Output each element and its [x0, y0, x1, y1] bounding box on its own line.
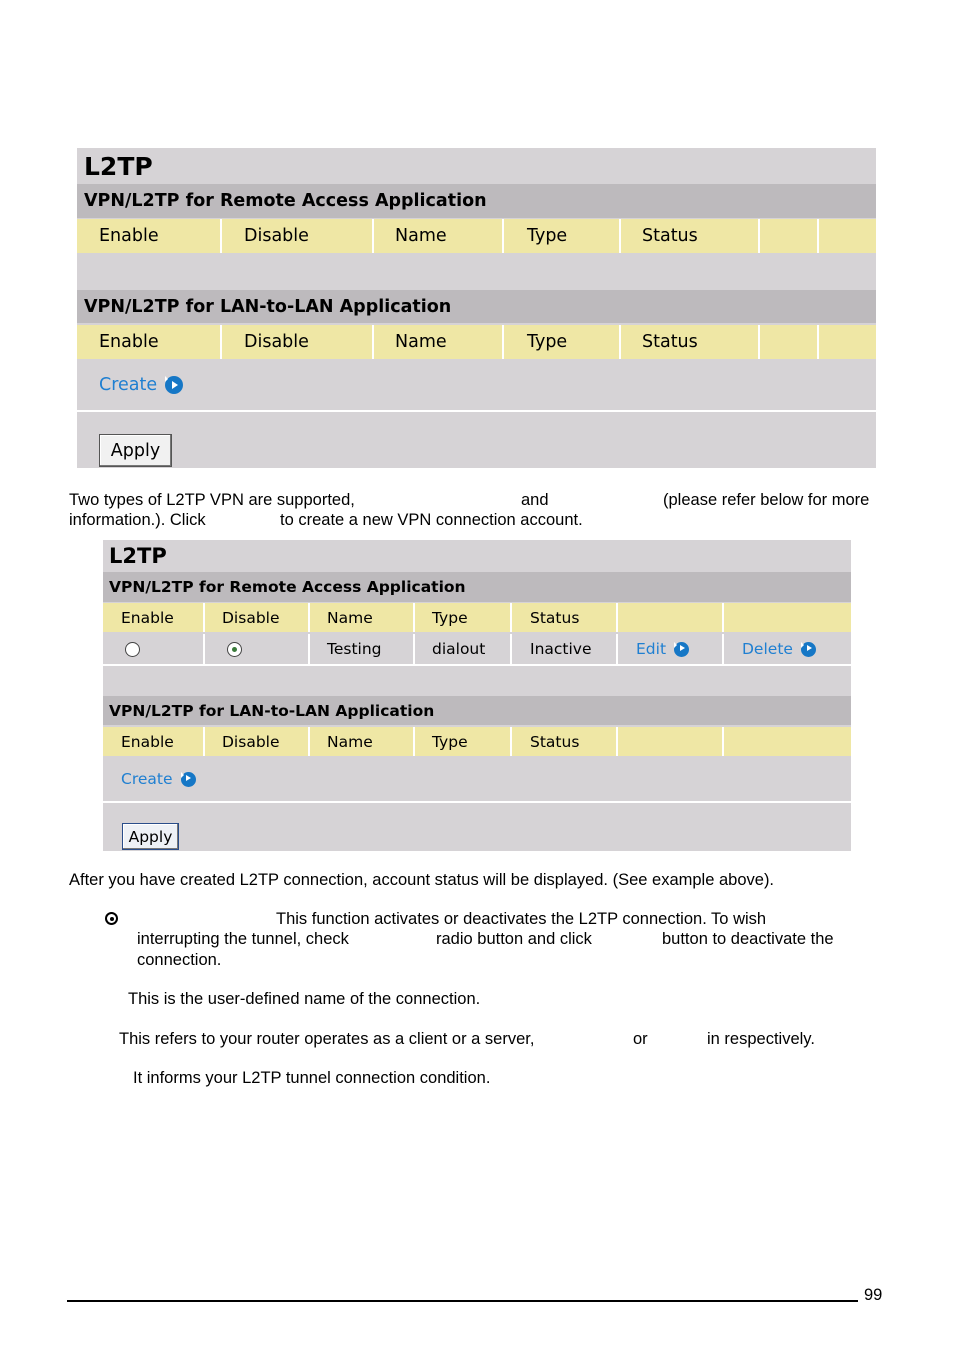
- section-title: VPN/L2TP for Remote Access Application: [109, 578, 466, 596]
- col-enable: Enable: [121, 608, 174, 627]
- footer-rule: [67, 1300, 858, 1302]
- col-disable: Disable: [244, 226, 309, 246]
- col-name: Name: [395, 226, 447, 246]
- intro-text-line2-b: to create a new VPN connection account.: [280, 511, 583, 529]
- edit-link[interactable]: [636, 634, 689, 664]
- remote-access-section-header: [77, 184, 876, 218]
- enable-desc-line3: connection.: [137, 951, 222, 969]
- l2tp-panel-empty: [77, 148, 876, 468]
- enable-desc-line2-b: radio button and click: [436, 930, 592, 948]
- create-label: Create: [121, 770, 173, 788]
- create-row: [103, 757, 851, 801]
- apply-row: [103, 803, 851, 851]
- col-disable: Disable: [222, 608, 280, 627]
- type-desc-b: or: [633, 1030, 648, 1048]
- section-title: VPN/L2TP for Remote Access Application: [84, 191, 487, 211]
- panel-title-bar: [103, 540, 851, 571]
- lan-to-lan-column-header: [77, 325, 876, 359]
- apply-button[interactable]: Apply: [122, 823, 179, 850]
- arrow-right-icon: [801, 642, 816, 657]
- disable-radio[interactable]: [227, 642, 242, 657]
- create-link[interactable]: [121, 757, 196, 801]
- col-status: Status: [530, 608, 580, 627]
- table-row: [103, 634, 851, 664]
- col-status: Status: [642, 226, 698, 246]
- col-name: Name: [395, 332, 447, 352]
- apply-button[interactable]: Apply: [99, 434, 172, 467]
- intro-text-line1-a: Two types of L2TP VPN are supported,: [69, 491, 355, 509]
- col-disable: Disable: [244, 332, 309, 352]
- col-enable: Enable: [99, 226, 159, 246]
- panel-title: L2TP: [84, 151, 153, 181]
- status-desc: It informs your L2TP tunnel connection condition.: [133, 1069, 491, 1087]
- row-status: Inactive: [530, 640, 592, 658]
- enable-radio-cell: [125, 634, 140, 664]
- col-name: Name: [327, 732, 373, 751]
- arrow-right-icon: [674, 642, 689, 657]
- edit-label: Edit: [636, 640, 667, 658]
- col-status: Status: [530, 732, 580, 751]
- arrow-right-icon: [165, 376, 183, 394]
- panel-title-bar: [77, 148, 876, 184]
- col-name: Name: [327, 608, 373, 627]
- remote-access-section-header: [103, 572, 851, 602]
- row-type: dialout: [432, 640, 486, 658]
- type-desc-c: in respectively.: [707, 1030, 815, 1048]
- col-disable: Disable: [222, 732, 280, 751]
- intro-text-line2-a: information.). Click: [69, 511, 206, 529]
- name-desc: This is the user-defined name of the connection.: [128, 990, 481, 1008]
- l2tp-panel-with-entry: [103, 540, 851, 851]
- delete-link[interactable]: [742, 634, 816, 664]
- bullet-icon: [105, 912, 118, 925]
- panel-title: L2TP: [109, 543, 167, 568]
- row-name: Testing: [327, 640, 382, 658]
- col-enable: Enable: [99, 332, 159, 352]
- lan-to-lan-section-header: [77, 290, 876, 323]
- remote-access-column-header: [77, 219, 876, 253]
- col-type: Type: [432, 608, 468, 627]
- remote-access-column-header: [103, 603, 851, 632]
- create-link[interactable]: [99, 360, 183, 410]
- col-type: Type: [527, 226, 568, 246]
- enable-desc-line2-a: interrupting the tunnel, check: [137, 930, 349, 948]
- intro-text-line1-c: (please refer below for more: [663, 491, 870, 509]
- col-type: Type: [432, 732, 468, 751]
- enable-desc-line1: This function activates or deactivates the L2TP connection. To wish: [276, 910, 767, 928]
- arrow-right-icon: [181, 772, 196, 787]
- apply-row: [77, 412, 876, 468]
- intro-text-line1-b: and: [521, 491, 549, 509]
- delete-label: Delete: [742, 640, 793, 658]
- create-row: [77, 360, 876, 410]
- empty-row: [77, 255, 876, 289]
- status-note: After you have created L2TP connection, account status will be displayed. (See example above).: [69, 871, 775, 889]
- enable-desc-line2-c: button to deactivate the: [662, 930, 834, 948]
- section-title: VPN/L2TP for LAN-to-LAN Application: [84, 296, 452, 317]
- lan-to-lan-section-header: [103, 696, 851, 725]
- empty-row: [103, 666, 851, 695]
- col-enable: Enable: [121, 732, 174, 751]
- enable-radio[interactable]: [125, 642, 140, 657]
- create-label: Create: [99, 375, 158, 395]
- lan-to-lan-column-header: [103, 727, 851, 756]
- col-status: Status: [642, 332, 698, 352]
- page-number: 99: [864, 1286, 883, 1304]
- section-title: VPN/L2TP for LAN-to-LAN Application: [109, 701, 435, 720]
- col-type: Type: [527, 332, 568, 352]
- type-desc-a: This refers to your router operates as a client or a server,: [119, 1030, 535, 1048]
- disable-radio-cell: [227, 634, 242, 664]
